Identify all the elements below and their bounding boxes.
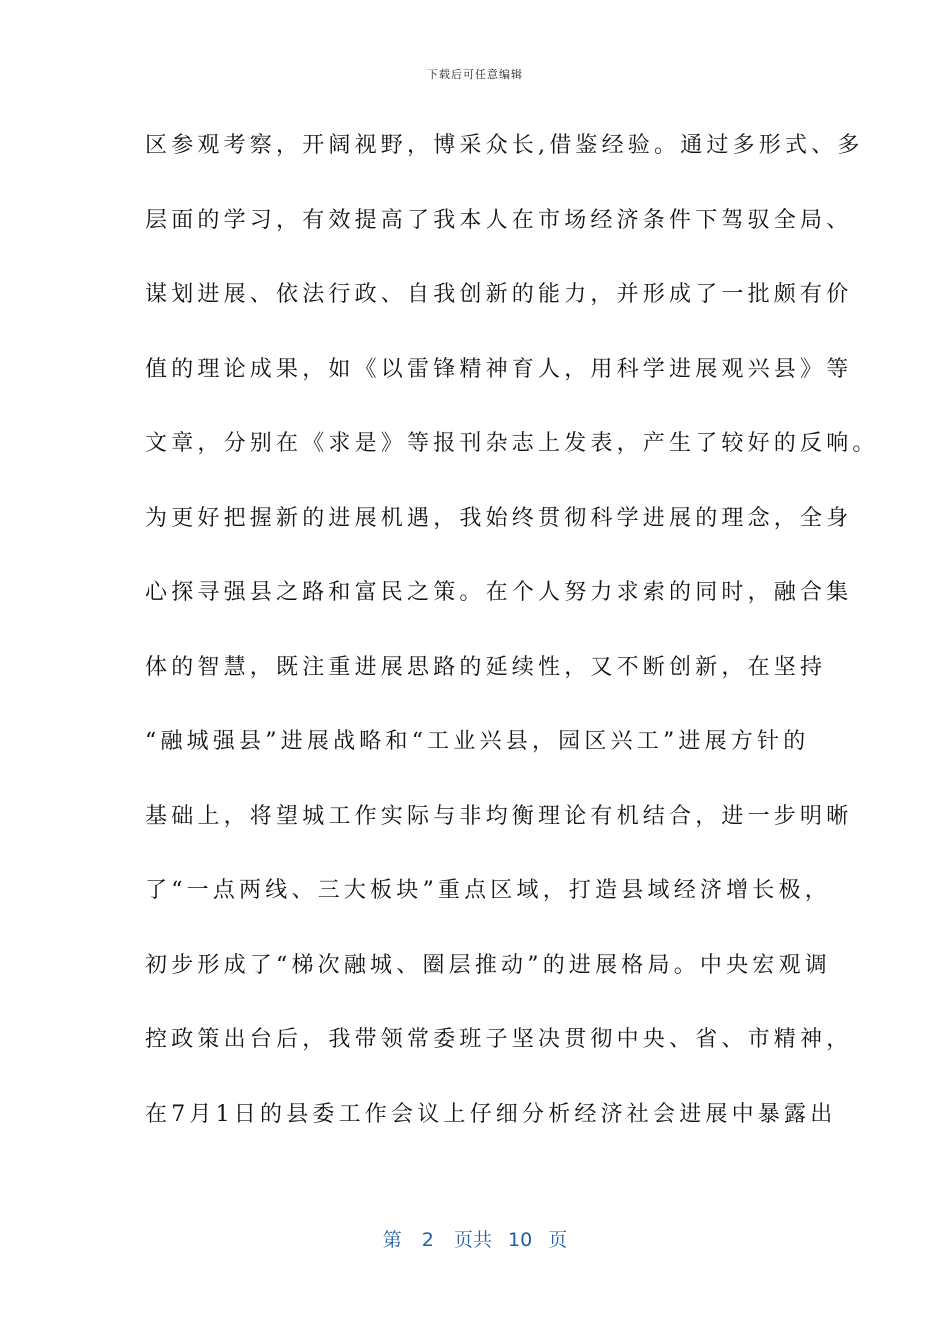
text-line: 控政策出台后，我带领常委班子坚决贯彻中央、省、市精神， <box>145 1027 853 1052</box>
text-line: 初步形成了“梯次融城、圈层推动”的进展格局。中央宏观调 <box>145 952 831 978</box>
text-line: 基础上，将望城工作实际与非均衡理论有机结合，进一步明晰 <box>145 803 853 829</box>
text-line: 文章，分别在《求是》等报刊杂志上发表，产生了较好的反响。 <box>145 431 879 456</box>
total-pages: 10 <box>508 1229 533 1251</box>
body-text <box>145 124 879 1167</box>
text-line: 层面的学习，有效提高了我本人在市场经济条件下驾驭全局、 <box>145 207 853 233</box>
text-line: “融城强县”进展战略和“工业兴县，园区兴工”进展方针的 <box>145 729 810 754</box>
text-line: 心探寻强县之路和富民之策。在个人努力求索的同时，融合集 <box>145 580 853 605</box>
text-line: 体的智慧，既注重进展思路的延续性，又不断创新，在坚持 <box>145 654 827 680</box>
text-line: 值的理论成果，如《以雷锋精神育人，用科学进展观兴县》等 <box>145 356 853 382</box>
page-footer <box>0 1225 950 1252</box>
footer-prefix: 第 <box>382 1229 402 1251</box>
text-line: 了“一点两线、三大板块”重点区域，打造县域经济增长极， <box>145 878 831 903</box>
text-line: 谋划进展、依法行政、自我创新的能力，并形成了一批颇有价 <box>145 282 853 307</box>
footer-middle: 页共 <box>453 1229 492 1251</box>
text-line: 区参观考察，开阔视野，博采众长,借鉴经验。通过多形式、多 <box>145 133 864 158</box>
footer-suffix: 页 <box>548 1229 568 1251</box>
text-line: 在7月1日的县委工作会议上仔细分析经济社会进展中暴露出 <box>145 1101 837 1127</box>
text-line: 为更好把握新的进展机遇，我始终贯彻科学进展的理念，全身 <box>145 505 853 531</box>
page-number: 2 <box>421 1229 434 1251</box>
page-header: 下载后可任意编辑 <box>427 68 523 81</box>
